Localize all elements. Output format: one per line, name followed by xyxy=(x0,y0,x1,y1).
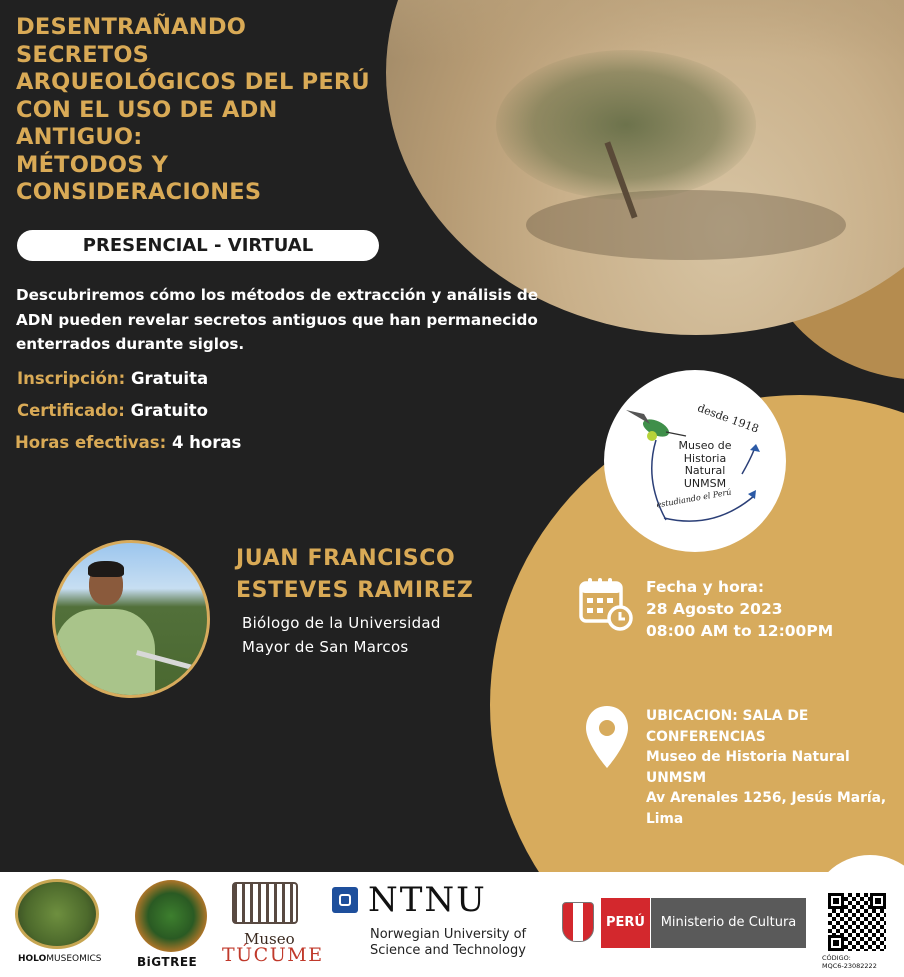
event-location xyxy=(646,706,896,829)
museum-name-line: Natural xyxy=(684,464,726,477)
description-line: Descubriremos cómo los métodos de extracción y análisis de xyxy=(16,286,539,304)
location-pin-icon xyxy=(584,704,630,770)
location-line: Av Arenales 1256, Jesús María, xyxy=(646,790,887,806)
certificate-label: Certificado: xyxy=(17,401,125,420)
holomuseomics-wordmark xyxy=(18,954,102,964)
hours-info xyxy=(15,433,241,452)
speaker-photo-hair xyxy=(88,561,124,577)
location-line: Museo de Historia Natural xyxy=(646,749,850,765)
location-line: UBICACION: SALA DE xyxy=(646,708,809,724)
museum-name xyxy=(670,440,740,490)
museum-motto: estudiando el Perú xyxy=(655,487,733,510)
qr-code xyxy=(828,893,886,951)
hummingbird-beak xyxy=(666,432,686,436)
title-line: ARQUEOLÓGICOS DEL PERÚ xyxy=(16,69,370,95)
date-label: Fecha y hora: xyxy=(646,578,765,596)
title-line: MÉTODOS Y xyxy=(16,151,169,178)
qr-finder xyxy=(828,935,844,951)
ntnu-wordmark: NTNU xyxy=(368,880,487,920)
title-line: DESENTRAÑANDO xyxy=(16,14,247,40)
ntnu-subtitle-line: Norwegian University of xyxy=(370,927,527,942)
title-line: CON EL USO DE ADN xyxy=(16,96,278,123)
museum-name-line: Museo de xyxy=(678,439,732,452)
museum-logo xyxy=(604,370,786,552)
speaker-role-line: Biólogo de la Universidad xyxy=(242,614,441,632)
holo-bold: HOLO xyxy=(18,954,47,964)
certificate-info xyxy=(17,401,208,420)
event-title xyxy=(16,14,386,207)
speaker-name xyxy=(236,543,473,607)
event-date-time xyxy=(646,576,833,642)
ntnu-subtitle-line: Science and Technology xyxy=(370,943,526,958)
location-line: Lima xyxy=(646,810,684,827)
event-description xyxy=(16,283,556,357)
ministry-label: Ministerio de Cultura xyxy=(651,898,806,948)
ntnu-subtitle xyxy=(370,927,526,959)
title-line: CONSIDERACIONES xyxy=(16,179,262,205)
qr-finder xyxy=(828,893,844,909)
holomuseomics-logo xyxy=(15,879,99,949)
speaker-role-line: Mayor de San Marcos xyxy=(242,638,409,656)
peru-coat-of-arms-icon xyxy=(562,902,594,942)
speaker-role xyxy=(242,611,441,659)
location-line: CONFERENCIAS xyxy=(646,728,766,745)
tucume-museo-text: Museo xyxy=(244,930,295,948)
title-line: ANTIGUO: xyxy=(16,124,143,150)
location-line: UNMSM xyxy=(646,769,707,786)
bigtree-wordmark: BiGTREE xyxy=(137,955,198,969)
title-line: SECRETOS xyxy=(16,41,150,68)
calendar-clock-icon xyxy=(578,576,634,632)
description-line: enterrados durante siglos. xyxy=(16,335,245,353)
holo-light: MUSEOMICS xyxy=(46,954,102,964)
registration-info xyxy=(17,369,208,388)
logo-branch xyxy=(742,450,754,474)
ntnu-logo-icon xyxy=(332,887,358,913)
flower-icon xyxy=(750,444,760,452)
speaker-name-line: ESTEVES RAMIREZ xyxy=(236,578,474,603)
qr-code-text xyxy=(822,954,877,970)
hummingbird-throat xyxy=(647,431,657,441)
registration-label: Inscripción: xyxy=(17,369,126,388)
photo-tree-shadow xyxy=(526,190,846,260)
tucume-name-text: TÚCUME xyxy=(222,944,324,966)
certificate-value: Gratuito xyxy=(130,401,208,420)
bigtree-logo xyxy=(135,880,207,952)
hours-value: 4 horas xyxy=(171,433,242,452)
museum-name-line: Historia xyxy=(683,451,727,465)
speaker-photo xyxy=(52,540,210,698)
hummingbird-wing xyxy=(626,410,650,424)
photo-tree-canopy xyxy=(496,50,756,200)
peru-label: PERÚ xyxy=(601,898,650,948)
hours-label: Horas efectivas: xyxy=(15,433,167,452)
qr-finder xyxy=(870,893,886,909)
tucume-logo xyxy=(232,882,298,924)
event-date: 28 Agosto 2023 xyxy=(646,600,783,618)
modality-badge: PRESENCIAL - VIRTUAL xyxy=(17,230,379,261)
description-line: ADN pueden revelar secretos antiguos que han permanecido xyxy=(16,310,538,329)
museum-since: desde 1918 xyxy=(695,401,761,436)
event-time: 08:00 AM to 12:00PM xyxy=(646,622,834,640)
qr-label: CÓDIGO: xyxy=(822,954,851,962)
museum-name-line: UNMSM xyxy=(683,476,727,490)
speaker-name-line: JUAN FRANCISCO xyxy=(236,546,456,571)
registration-value: Gratuita xyxy=(130,369,209,388)
qr-value: MQC6-23082222 xyxy=(822,962,877,970)
